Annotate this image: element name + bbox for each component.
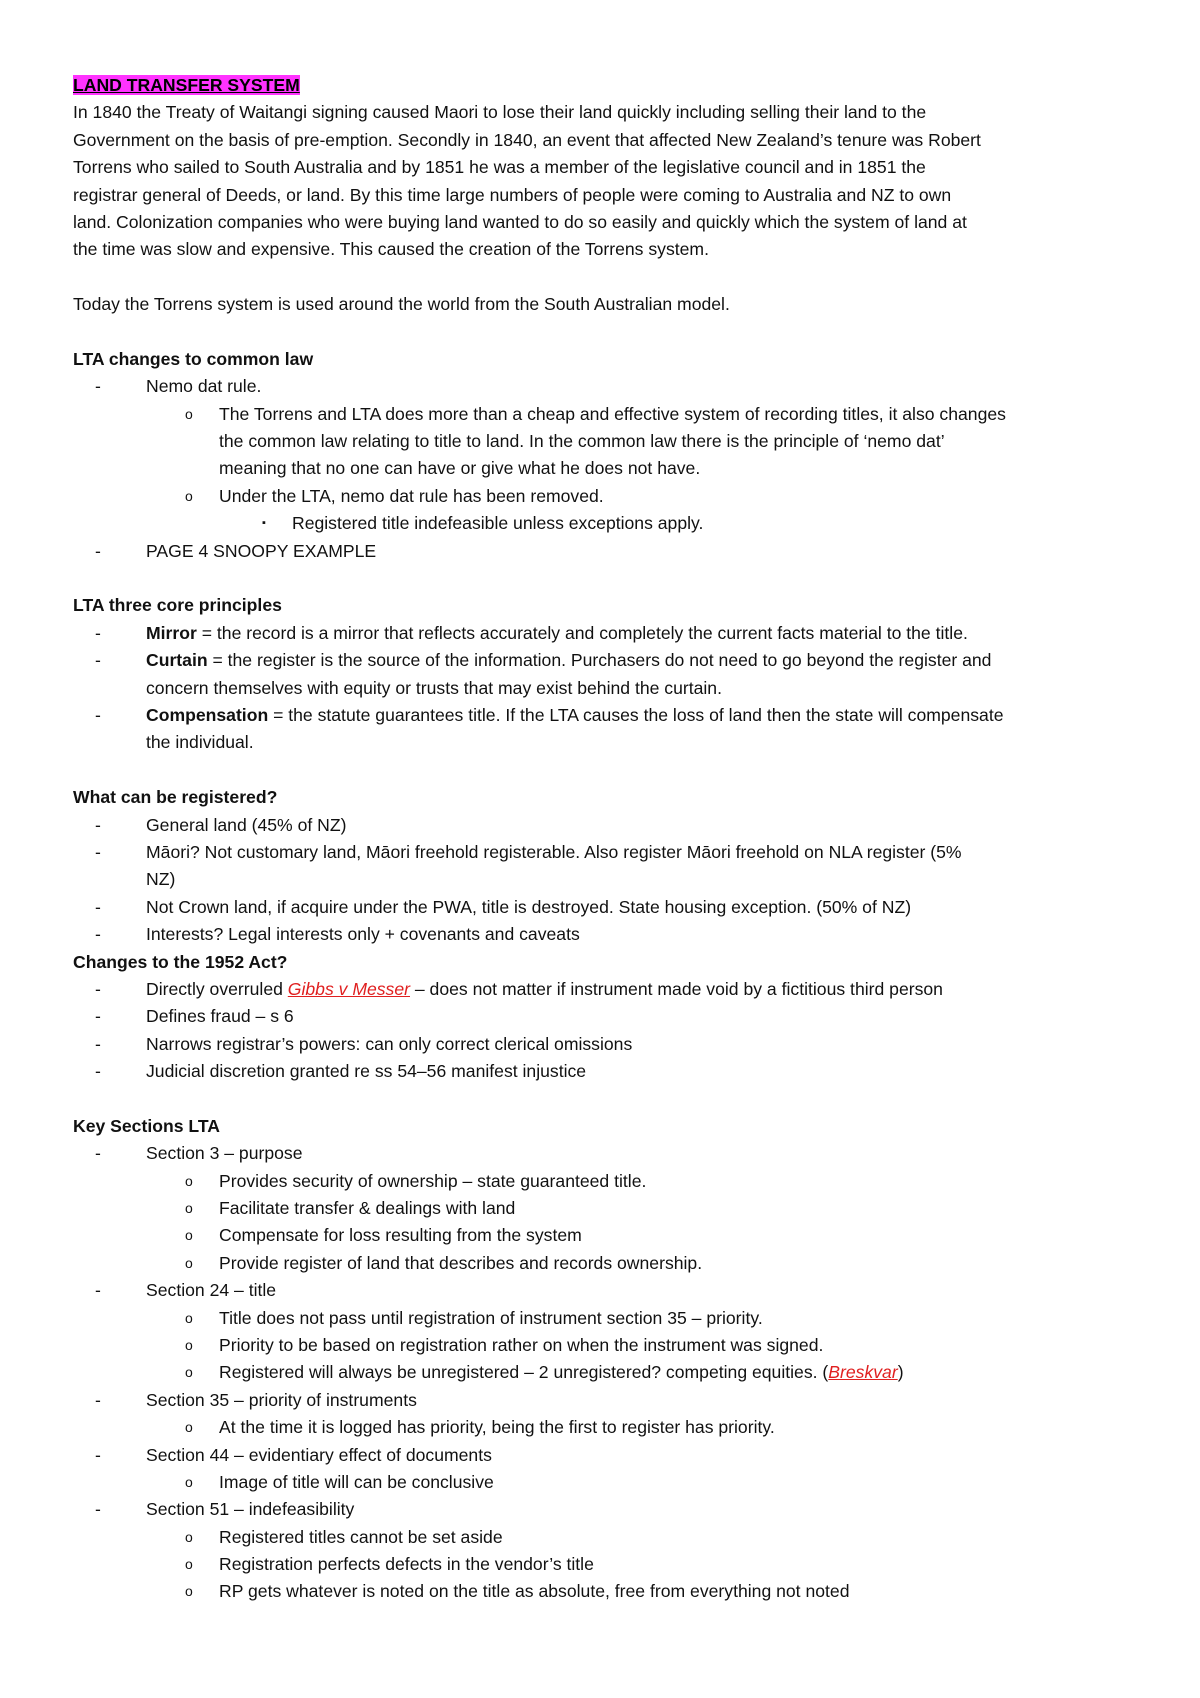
circle-bullet: o — [185, 487, 193, 504]
dash-bullet: - — [95, 978, 101, 999]
list-item: - Narrows registrar’s powers: can only correct clerical omissions — [73, 1031, 1143, 1058]
list-item-curtain: - Curtain = the register is the source of the information. Purchasers do not need to go beyond the register and — [73, 647, 1143, 674]
list-item: o The Torrens and LTA does more than a cheap and effective system of recording titles, it also changes — [73, 401, 1143, 428]
circle-bullet: o — [185, 405, 193, 422]
list-item: - Not Crown land, if acquire under the PWA, title is destroyed. State housing exception. (50% of NZ) — [73, 894, 1143, 921]
list-item: o Compensate for loss resulting from the system — [73, 1222, 1143, 1249]
list-item-section-24: - Section 24 – title — [73, 1277, 1143, 1304]
dash-bullet: - — [95, 376, 101, 397]
today-paragraph: Today the Torrens system is used around the world from the South Australian model. — [73, 294, 730, 315]
list-item-continuation: NZ) — [146, 869, 176, 890]
document-page — [73, 72, 1143, 1606]
dash-bullet: - — [95, 704, 101, 725]
list-item: o Registered will always be unregistered – 2 unregistered? competing equities. (Breskvar) — [73, 1359, 1143, 1386]
list-item-section-35: - Section 35 – priority of instruments — [73, 1387, 1143, 1414]
circle-bullet: o — [185, 1364, 193, 1381]
dash-bullet: - — [95, 650, 101, 671]
list-item: o Priority to be based on registration rather on when the instrument was signed. — [73, 1332, 1143, 1359]
document-title: LAND TRANSFER SYSTEM — [73, 75, 300, 95]
list-item: o Provides security of ownership – state guaranteed title. — [73, 1168, 1143, 1195]
list-item-continuation: the common law relating to title to land. In the common law there is the principle of ‘nemo dat’ — [219, 431, 945, 452]
list-item: o Title does not pass until registration of instrument section 35 – priority. — [73, 1305, 1143, 1332]
list-item-continuation: meaning that no one can have or give what he does not have. — [219, 458, 701, 479]
list-item: - Judicial discretion granted re ss 54–56 manifest injustice — [73, 1058, 1143, 1085]
intro-line: registrar general of Deeds, or land. By this time large numbers of people were coming to Australia and NZ to own — [73, 184, 952, 205]
list-item: o Facilitate transfer & dealings with land — [73, 1195, 1143, 1222]
dash-bullet: - — [95, 1499, 101, 1520]
dash-bullet: - — [95, 1280, 101, 1301]
dash-bullet: - — [95, 924, 101, 945]
document-title-line — [73, 72, 1143, 99]
dash-bullet: - — [95, 814, 101, 835]
intro-line: Torrens who sailed to South Australia and by 1851 he was a member of the legislative council and in 1851 the — [73, 157, 926, 178]
circle-bullet: o — [185, 1227, 193, 1244]
list-item: ▪ Registered title indefeasible unless exceptions apply. — [73, 510, 1143, 537]
case-link-breskvar[interactable]: Breskvar — [828, 1362, 898, 1383]
intro-line: In 1840 the Treaty of Waitangi signing caused Maori to lose their land quickly including selling their land to the — [73, 102, 927, 123]
circle-bullet: o — [185, 1583, 193, 1600]
list-item-section-3: - Section 3 – purpose — [73, 1140, 1143, 1167]
dash-bullet: - — [95, 896, 101, 917]
list-item: - General land (45% of NZ) — [73, 812, 1143, 839]
dash-bullet: - — [95, 1444, 101, 1465]
circle-bullet: o — [185, 1419, 193, 1436]
dash-bullet: - — [95, 1033, 101, 1054]
list-item-compensation: - Compensation = the statute guarantees title. If the LTA causes the loss of land then the state will compensate — [73, 702, 1143, 729]
list-item: - Defines fraud – s 6 — [73, 1003, 1143, 1030]
dash-bullet: - — [95, 540, 101, 561]
case-link-gibbs-v-messer[interactable]: Gibbs v Messer — [287, 978, 410, 999]
intro-line: land. Colonization companies who were buying land wanted to do so easily and quickly which the system of land at — [73, 211, 967, 232]
dash-bullet: - — [95, 1143, 101, 1164]
list-item: o Under the LTA, nemo dat rule has been removed. — [73, 483, 1143, 510]
circle-bullet: o — [185, 1473, 193, 1490]
circle-bullet: o — [185, 1528, 193, 1545]
circle-bullet: o — [185, 1172, 193, 1189]
circle-bullet: o — [185, 1254, 193, 1271]
list-item: - Directly overruled Gibbs v Messer – does not matter if instrument made void by a fictitious third person — [73, 976, 1143, 1003]
intro-line: Government on the basis of pre-emption. Secondly in 1840, an event that affected New Zealand’s tenure was Robert — [73, 129, 981, 150]
section-heading-common-law: LTA changes to common law — [73, 348, 314, 369]
list-item: o Registered titles cannot be set aside — [73, 1524, 1143, 1551]
list-item: o RP gets whatever is noted on the title as absolute, free from everything not noted — [73, 1578, 1143, 1605]
dash-bullet: - — [95, 841, 101, 862]
list-item: o Registration perfects defects in the vendor’s title — [73, 1551, 1143, 1578]
dash-bullet: - — [95, 622, 101, 643]
dash-bullet: - — [95, 1061, 101, 1082]
dash-bullet: - — [95, 1006, 101, 1027]
list-item: o Provide register of land that describes and records ownership. — [73, 1250, 1143, 1277]
section-heading-1952-act: Changes to the 1952 Act? — [73, 951, 288, 972]
square-bullet: ▪ — [262, 517, 266, 530]
circle-bullet: o — [185, 1336, 193, 1353]
circle-bullet: o — [185, 1556, 193, 1573]
list-item-mirror: - Mirror = the record is a mirror that reflects accurately and completely the current facts material to the title. — [73, 620, 1143, 647]
list-item: - Interests? Legal interests only + covenants and caveats — [73, 921, 1143, 948]
section-heading-key-sections: Key Sections LTA — [73, 1115, 220, 1136]
intro-line: the time was slow and expensive. This caused the creation of the Torrens system. — [73, 239, 709, 260]
list-item: o At the time it is logged has priority, being the first to register has priority. — [73, 1414, 1143, 1441]
list-item-continuation: concern themselves with equity or trusts that may exist behind the curtain. — [146, 677, 722, 698]
section-heading-core-principles: LTA three core principles — [73, 595, 282, 616]
circle-bullet: o — [185, 1200, 193, 1217]
circle-bullet: o — [185, 1309, 193, 1326]
intro-paragraph — [73, 99, 1143, 263]
list-item: - Nemo dat rule. — [73, 373, 1143, 400]
list-item-continuation: the individual. — [146, 732, 254, 753]
list-item: o Image of title will can be conclusive — [73, 1469, 1143, 1496]
list-item-section-44: - Section 44 – evidentiary effect of documents — [73, 1442, 1143, 1469]
dash-bullet: - — [95, 1389, 101, 1410]
list-item-section-51: - Section 51 – indefeasibility — [73, 1496, 1143, 1523]
section-heading-registered: What can be registered? — [73, 787, 278, 808]
list-item: - PAGE 4 SNOOPY EXAMPLE — [73, 538, 1143, 565]
list-item: - Māori? Not customary land, Māori freehold registerable. Also register Māori freehold on NLA register (5% — [73, 839, 1143, 866]
